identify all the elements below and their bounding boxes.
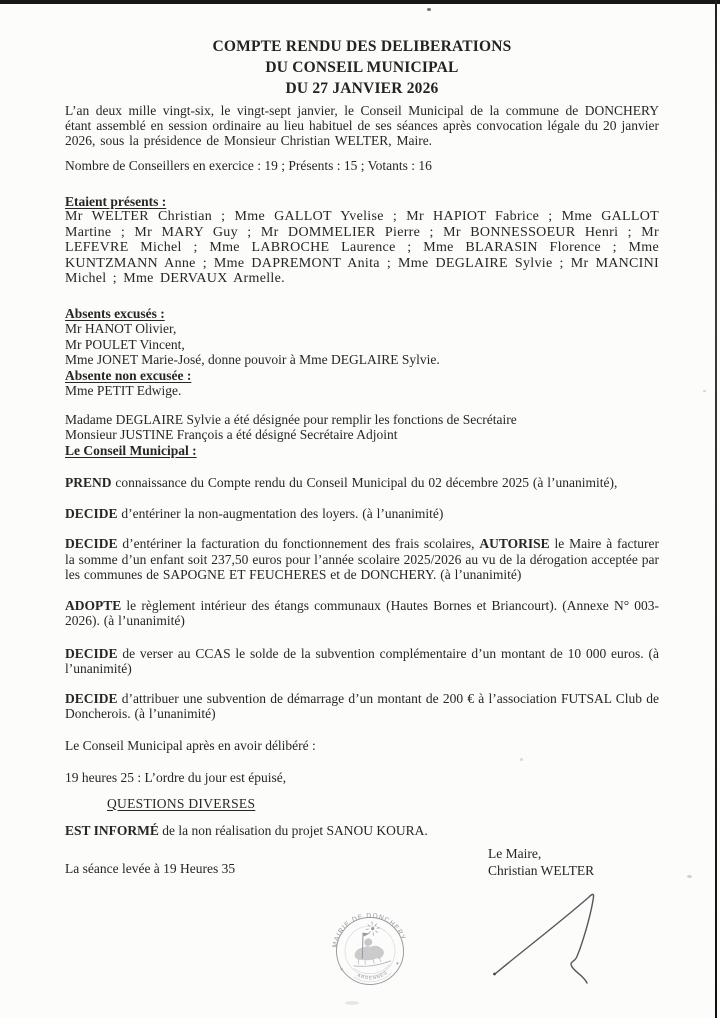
seal-crest-emblem (349, 920, 391, 968)
document-title (65, 36, 659, 99)
deliberation-adopte-reglement (65, 598, 659, 629)
secretary-line: Madame DEGLAIRE Sylvie a été désignée pour remplir les fonctions de Secrétaire (65, 411, 517, 427)
present-heading: Etaient présents : (65, 193, 167, 209)
document-body (65, 0, 659, 876)
absent-not-excused-heading: Absente non excusée : (65, 367, 192, 383)
deliberation-decide-loyers (65, 506, 659, 522)
decision-verb: DECIDE (65, 505, 118, 521)
decision-verb: DECIDE (65, 690, 118, 706)
councillors-count-line: Nombre de Conseillers en exercice : 19 ; Présents : 15 ; Votants : 16 (65, 158, 432, 173)
absent-line: Mr HANOT Olivier, (65, 321, 177, 336)
informed-line (65, 823, 659, 839)
scan-speck (687, 875, 692, 878)
deliberation-decide-frais-scolaires (65, 536, 659, 583)
decision-verb: DECIDE (65, 536, 118, 551)
decision-text: le règlement intérieur des étangs communaux (Hautes Bornes et Briancourt). (Annexe N° 003-2026). (à l’unanimité) (65, 597, 659, 628)
present-members-list: Mr WELTER Christian ; Mme GALLOT Yvelise ; Mr HAPIOT Fabrice ; Mme GALLOT Martine ; Mr MARY Guy ; Mr DOMMELIER Pierre ; Mr BONNESSOEUR Henri ; Mr LEFEVRE Michel ; Mme LABROCHE Laurence ; Mme BLARASIN Florence ; Mme KUNTZMANN Anne ; Mme DAPREMONT Anita ; Mme DEGLAIRE Sylvie ; Mr MANCINI Michel ; Mme DERVAUX Armelle. (65, 209, 659, 286)
decision-text: d’attribuer une subvention de démarrage d’un montant de 200 € à l’association FUTSAL Club de Doncherois. (à l’unanimité) (65, 690, 659, 721)
questions-diverses-label: QUESTIONS DIVERSES (107, 795, 256, 811)
agenda-exhausted-line: 19 heures 25 : L’ordre du jour est épuisé, (65, 770, 287, 785)
deliberation-prend (65, 475, 659, 491)
decision-text: d’entériner la non-augmentation des loyers. (à l’unanimité) (117, 505, 444, 521)
decision-text: le Maire à facturer la somme d’un enfant soit 237,50 euros pour l’année scolaire 2025/2026 au vu de la dérogation acceptée par les communes de SAPOGNE ET FEUCHERES et de DONCHERY. (à l’unanimité) (65, 536, 659, 582)
scan-speck (703, 390, 706, 392)
seal-star-icon: ✶ (339, 967, 345, 974)
questions-diverses-heading (65, 796, 659, 812)
council-heading: Le Conseil Municipal : (65, 442, 197, 458)
deliberation-decide-ccas (65, 646, 659, 677)
seal-ring-text: MAIRIE DE DONCHERY (331, 912, 407, 949)
decision-verb: ADOPTE (65, 597, 122, 613)
informed-verb: EST INFORMÉ (65, 823, 159, 838)
secretary-adjoint-line: Monsieur JUSTINE François a été désigné Secrétaire Adjoint (65, 427, 398, 442)
informed-text: de la non réalisation du projet SANOU KOURA. (158, 823, 428, 838)
signature-block (488, 845, 594, 879)
mairie-seal-stamp (324, 905, 416, 997)
absent-line: Mme JONET Marie-José, donne pouvoir à Mme DEGLAIRE Sylvie. (65, 352, 440, 367)
signoff-role: Le Maire, (488, 846, 542, 861)
title-line: DU CONSEIL MUNICIPAL (265, 59, 459, 76)
deliberation-decide-subvention-futsal (65, 691, 659, 722)
closing-time-line: La séance levée à 19 Heures 35 (65, 860, 236, 876)
after-deliberation-line: Le Conseil Municipal après en avoir délibéré : (65, 737, 316, 753)
scan-speck (345, 1001, 359, 1005)
seal-star-icon: ✶ (395, 961, 400, 968)
decision-verb: PREND (65, 475, 112, 490)
decision-text: connaissance du Compte rendu du Conseil Municipal du 02 décembre 2025 (à l’unanimité), (111, 475, 618, 490)
decision-text: d’entériner la facturation du fonctionnement des frais scolaires, (117, 536, 480, 551)
title-line: DU 27 JANVIER 2026 (285, 80, 439, 97)
absent-line: Mr POULET Vincent, (65, 336, 185, 352)
svg-text:ARDENNES (356, 969, 389, 982)
title-line: COMPTE RENDU DES DELIBERATIONS (212, 38, 512, 55)
signoff-name: Christian WELTER (488, 863, 595, 878)
decision-text: de verser au CCAS le solde de la subvention complémentaire d’un montant de 10 000 euros. (à l’unanimité) (65, 645, 659, 676)
intro-paragraph: L’an deux mille vingt-six, le vingt-sept janvier, le Conseil Municipal de la commune de DONCHERY étant assemblé en session ordinaire au lieu habituel de ses séances après convocation légale du 20 janvier 2026, sous la présidence de Monsieur Christian WELTER, Maire. (65, 103, 659, 148)
decision-verb: AUTORISE (479, 536, 550, 551)
mayor-signature (482, 884, 602, 992)
seal-bottom-text: ARDENNES (356, 969, 389, 981)
absent-not-excused-line: Mme PETIT Edwige. (65, 383, 182, 398)
decision-verb: DECIDE (65, 645, 118, 661)
absent-excused-heading: Absents excusés : (65, 305, 165, 321)
scan-edge-right-artifact (715, 0, 717, 1018)
